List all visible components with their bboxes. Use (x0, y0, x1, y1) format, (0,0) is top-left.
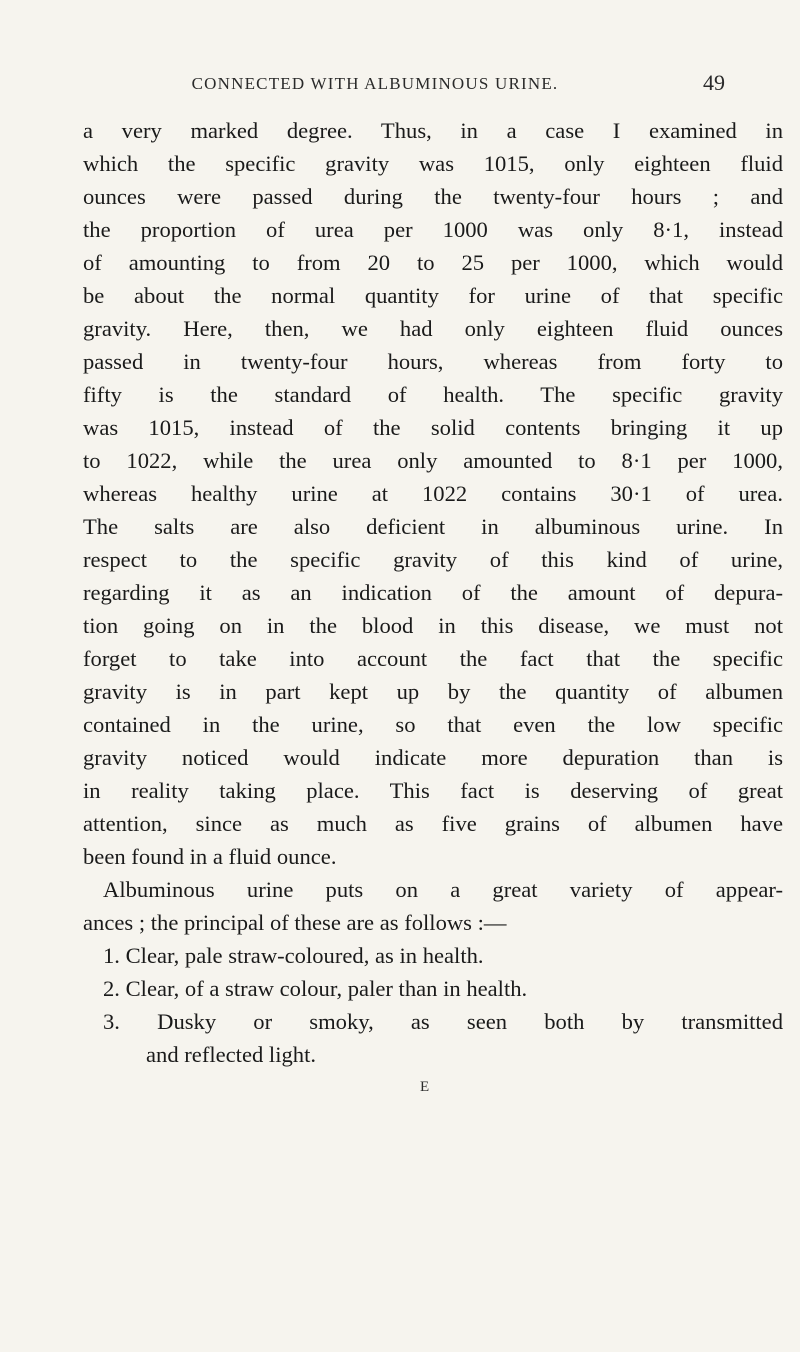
text-line: forget to take into account the fact that the specific (83, 646, 783, 671)
text-line: contained in the urine, so that even the low specific (83, 712, 783, 737)
text-line: gravity is in part kept up by the quantity of albumen (83, 679, 783, 704)
text-line: been found in a fluid ounce. (83, 844, 337, 869)
signature-mark: E (420, 1079, 430, 1095)
text-line: passed in twenty-four hours, whereas from forty to (83, 349, 783, 374)
text-line: gravity noticed would indicate more depuration than is (83, 745, 783, 770)
page-number: 49 (703, 70, 725, 95)
text-line: gravity. Here, then, we had only eighteen fluid ounces (83, 316, 783, 341)
text-line: was 1015, instead of the solid contents bringing it up (83, 415, 783, 440)
text-line: which the specific gravity was 1015, only eighteen fluid (83, 151, 783, 176)
body-text (83, 114, 783, 1071)
text-line: attention, since as much as five grains of albumen have (83, 811, 783, 836)
text-line: in reality taking place. This fact is deserving of great (83, 778, 783, 803)
list-item-continuation: and reflected light. (146, 1042, 317, 1067)
text-line: fifty is the standard of health. The specific gravity (83, 382, 783, 407)
text-line: to 1022, while the urea only amounted to 8·1 per 1000, (83, 448, 783, 473)
text-line: Albuminous urine puts on a great variety of appear- (103, 877, 783, 902)
text-line: a very marked degree. Thus, in a case I examined in (83, 118, 783, 143)
text-line: regarding it as an indication of the amount of depura- (83, 580, 783, 605)
text-line: ounces were passed during the twenty-four hours ; and (83, 184, 783, 209)
text-line: the proportion of urea per 1000 was only 8·1, instead (83, 217, 783, 242)
list-item: 3. Dusky or smoky, as seen both by transmitted (103, 1009, 783, 1034)
text-line: ances ; the principal of these are as follows :— (83, 910, 507, 935)
text-line: be about the normal quantity for urine of that specific (83, 283, 783, 308)
text-line: whereas healthy urine at 1022 contains 30·1 of urea. (83, 481, 783, 506)
running-head: CONNECTED WITH ALBUMINOUS URINE. (191, 74, 559, 93)
text-line: of amounting to from 20 to 25 per 1000, which would (83, 250, 783, 275)
list-item: 2. Clear, of a straw colour, paler than in health. (103, 976, 528, 1001)
text-line: The salts are also deficient in albuminous urine. In (83, 514, 783, 539)
text-line: respect to the specific gravity of this kind of urine, (83, 547, 783, 572)
list-item: 1. Clear, pale straw-coloured, as in health. (103, 943, 484, 968)
text-line: tion going on in the blood in this disease, we must not (83, 613, 783, 638)
